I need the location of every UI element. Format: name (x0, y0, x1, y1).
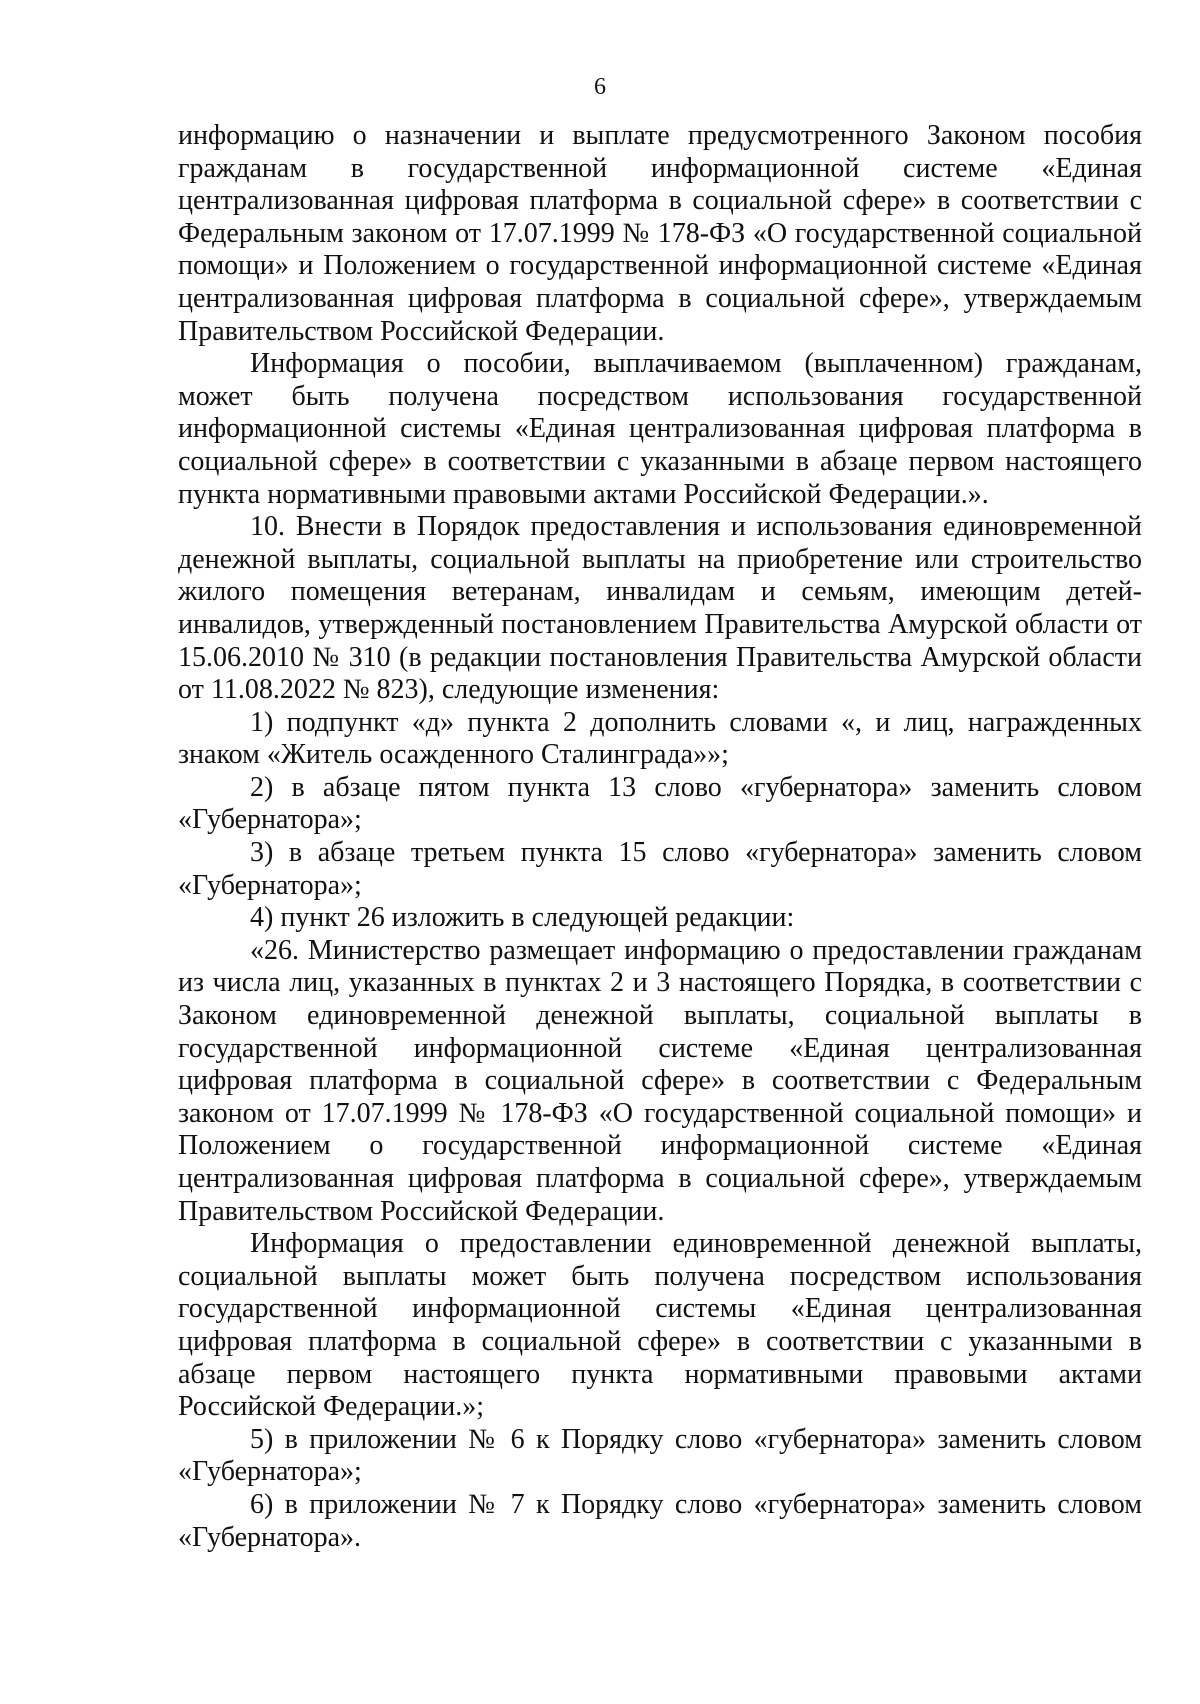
document-body (178, 120, 1142, 1554)
paragraph-subitem-3: 3) в абзаце третьем пункта 15 слово «губернатора» заменить словом «Губернатора»; (178, 837, 1142, 901)
paragraph-subitem-2: 2) в абзаце пятом пункта 13 слово «губернатора» заменить словом «Губернатора»; (178, 771, 1142, 836)
paragraph-info-benefit: Информация о пособии, выплачиваемом (выплаченном) гражданам, может быть получена посредством использования государственной информационной системы «Единая централизованная цифровая платформа в социальной сфере» в соответствии с указанными в абзаце первом настоящего пункта нормативными правовыми актами Российской Федерации.». (178, 348, 1142, 510)
paragraph-item-10: 10. Внести в Порядок предоставления и использования единовременной денежной выплаты, социальной выплаты на приобретение или строительство жилого помещения ветеранам, инвалидам и семьям, имеющим детей-инвалидов, утвержденный постановлением Правительства Амурской области от 15.06.2010 № 310 (в редакции постановления Правительства Амурской области от 11.08.2022 № 823), следующие изменения: (178, 511, 1142, 706)
paragraph-subitem-4: 4) пункт 26 изложить в следующей редакции: (250, 902, 795, 934)
paragraph-subitem-5: 5) в приложении № 6 к Порядку слово «губернатора» заменить словом «Губернатора»; (178, 1423, 1142, 1488)
paragraph-continuation: информацию о назначении и выплате предусмотренного Законом пособия гражданам в государственной информационной системе «Единая централизованная цифровая платформа в социальной сфере» в соответствии с Федеральным законом от 17.07.1999 № 178-ФЗ «О государственной социальной помощи» и Положением о государственной информационной системе «Единая централизованная цифровая платформа в социальной сфере», утверждаемым Правительством Российской Федерации. (178, 120, 1142, 347)
paragraph-subitem-6: 6) в приложении № 7 к Порядку слово «губернатора» заменить словом «Губернатора». (178, 1488, 1142, 1553)
page-number: 6 (594, 74, 606, 100)
paragraph-info-payment: Информация о предоставлении единовременной денежной выплаты, социальной выплаты может быть получена посредством использования государственной информационной системы «Единая централизованная цифровая платформа в социальной сфере» в соответствии с указанными в абзаце первом настоящего пункта нормативными правовыми актами Российской Федерации.»; (178, 1228, 1142, 1423)
paragraph-item-26: «26. Министерство размещает информацию о предоставлении гражданам из числа лиц, указанных в пунктах 2 и 3 настоящего Порядка, в соответствии с Законом единовременной денежной выплаты, социальной выплаты в государственной информационной системе «Единая централизованная цифровая платформа в социальной сфере» в соответствии с Федеральным законом от 17.07.1999 № 178-ФЗ «О государственной социальной помощи» и Положением о государственной информационной системе «Единая централизованная цифровая платформа в социальной сфере», утверждаемым Правительством Российской Федерации. (178, 934, 1142, 1227)
paragraph-subitem-1: 1) подпункт «д» пункта 2 дополнить словами «, и лиц, награжденных знаком «Житель осажденного Сталинграда»»; (178, 706, 1142, 771)
